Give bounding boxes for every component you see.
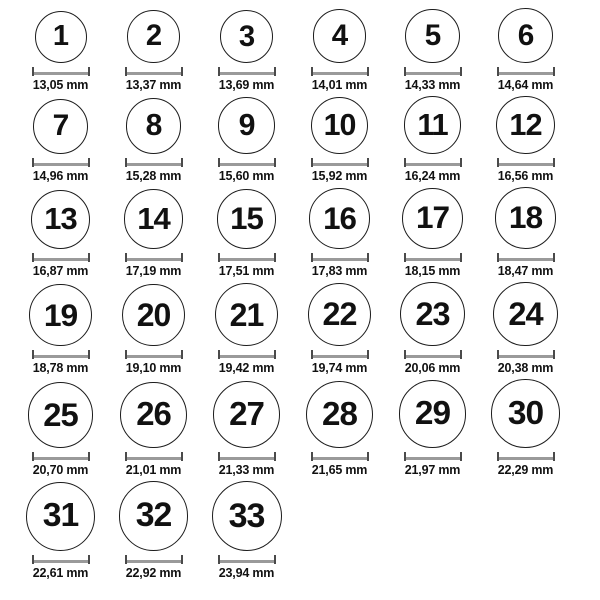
ruler-line xyxy=(127,560,181,563)
ring-size-item xyxy=(200,481,293,580)
diameter-ruler xyxy=(32,253,90,262)
diameter-ruler xyxy=(125,452,183,461)
ring-size-item xyxy=(107,481,200,580)
diameter-label: 14,96 mm xyxy=(32,168,89,183)
diameter-label: 23,94 mm xyxy=(218,565,275,580)
diameter-label: 19,74 mm xyxy=(311,361,368,376)
ring-circle xyxy=(213,381,280,448)
ruler-line xyxy=(127,457,181,460)
ring-size-number: 23 xyxy=(415,296,450,333)
diameter-label: 22,92 mm xyxy=(125,565,182,580)
ring-circle xyxy=(493,282,558,347)
ruler-right-tick-icon xyxy=(88,350,90,359)
chart-row xyxy=(14,481,600,580)
ring-circle xyxy=(217,189,277,249)
diameter-ruler xyxy=(404,67,462,76)
diameter-label: 16,87 mm xyxy=(32,263,89,278)
ruler-right-tick-icon xyxy=(88,555,90,564)
diameter-ruler xyxy=(311,452,369,461)
ruler-line xyxy=(220,163,274,166)
ring-size-number: 1 xyxy=(52,20,69,53)
diameter-ruler xyxy=(125,158,183,167)
ruler-line xyxy=(34,457,88,460)
ring-size-number: 32 xyxy=(135,496,172,535)
ruler-line xyxy=(127,72,181,75)
ring-size-number: 10 xyxy=(323,108,356,143)
ring-size-item xyxy=(293,379,386,476)
diameter-ruler xyxy=(125,555,183,564)
ruler-line xyxy=(127,258,181,261)
ruler-right-tick-icon xyxy=(88,452,90,461)
ruler-right-tick-icon xyxy=(274,67,276,76)
diameter-ruler xyxy=(497,158,555,167)
ring-size-item xyxy=(200,8,293,92)
ring-circle xyxy=(127,10,180,63)
ring-circle xyxy=(31,190,90,249)
ruler-line xyxy=(34,355,88,358)
ruler-right-tick-icon xyxy=(553,452,555,461)
diameter-ruler xyxy=(404,158,462,167)
ruler-right-tick-icon xyxy=(274,253,276,262)
ring-size-item xyxy=(293,8,386,92)
ring-size-number: 11 xyxy=(417,107,448,142)
ring-circle xyxy=(496,96,554,154)
ring-circle xyxy=(220,10,273,63)
ring-size-item xyxy=(14,379,107,476)
ruler-right-tick-icon xyxy=(88,253,90,262)
diameter-ruler xyxy=(125,67,183,76)
ruler-right-tick-icon xyxy=(181,350,183,359)
diameter-label: 17,83 mm xyxy=(311,263,368,278)
ruler-line xyxy=(220,457,274,460)
diameter-ruler xyxy=(497,67,555,76)
ruler-line xyxy=(406,258,460,261)
ruler-line xyxy=(406,457,460,460)
ruler-line xyxy=(34,258,88,261)
ring-size-item xyxy=(386,282,479,376)
chart-row xyxy=(14,187,600,278)
ring-size-number: 24 xyxy=(508,294,543,332)
ring-circle xyxy=(399,380,467,448)
ruler-line xyxy=(34,560,88,563)
ruler-line xyxy=(313,355,367,358)
diameter-label: 19,10 mm xyxy=(125,361,182,376)
ring-size-number: 4 xyxy=(331,19,348,53)
diameter-ruler xyxy=(32,555,90,564)
ruler-line xyxy=(220,560,274,563)
diameter-ruler xyxy=(311,67,369,76)
ruler-right-tick-icon xyxy=(181,555,183,564)
ring-circle xyxy=(402,188,463,249)
diameter-ruler xyxy=(218,350,276,359)
diameter-ruler xyxy=(218,158,276,167)
ring-size-item xyxy=(386,96,479,183)
diameter-ruler xyxy=(497,350,555,359)
diameter-label: 13,69 mm xyxy=(218,77,275,92)
diameter-ruler xyxy=(218,67,276,76)
ring-size-number: 13 xyxy=(44,200,77,236)
ruler-line xyxy=(220,72,274,75)
ring-size-item xyxy=(479,282,572,376)
ruler-right-tick-icon xyxy=(274,452,276,461)
ring-circle xyxy=(404,96,462,154)
ring-size-item xyxy=(200,379,293,476)
ring-size-number: 28 xyxy=(322,395,357,433)
ring-circle xyxy=(120,382,186,448)
ring-size-number: 15 xyxy=(230,201,263,237)
ruler-line xyxy=(499,355,553,358)
ruler-right-tick-icon xyxy=(460,350,462,359)
ruler-line xyxy=(499,163,553,166)
ruler-right-tick-icon xyxy=(460,158,462,167)
diameter-label: 18,78 mm xyxy=(32,361,89,376)
ruler-right-tick-icon xyxy=(553,67,555,76)
ring-size-item xyxy=(107,187,200,278)
ruler-right-tick-icon xyxy=(367,158,369,167)
diameter-label: 20,70 mm xyxy=(32,462,89,477)
ruler-line xyxy=(34,72,88,75)
ring-size-number: 33 xyxy=(228,496,265,535)
ruler-right-tick-icon xyxy=(88,158,90,167)
ruler-right-tick-icon xyxy=(367,452,369,461)
ring-size-number: 8 xyxy=(145,108,162,142)
ruler-right-tick-icon xyxy=(367,350,369,359)
ring-size-number: 2 xyxy=(145,19,162,52)
diameter-label: 21,65 mm xyxy=(311,462,368,477)
ruler-line xyxy=(406,355,460,358)
ring-size-number: 19 xyxy=(43,296,78,333)
ruler-line xyxy=(313,457,367,460)
ring-size-item xyxy=(386,8,479,92)
ring-size-number: 5 xyxy=(424,18,441,52)
ruler-right-tick-icon xyxy=(274,158,276,167)
diameter-ruler xyxy=(497,452,555,461)
ring-size-number: 17 xyxy=(415,199,450,236)
diameter-label: 20,06 mm xyxy=(404,361,461,376)
diameter-label: 17,51 mm xyxy=(218,263,275,278)
ring-circle xyxy=(400,282,464,346)
diameter-ruler xyxy=(32,67,90,76)
chart-row xyxy=(14,282,600,376)
chart-row xyxy=(14,96,600,183)
diameter-ruler xyxy=(311,158,369,167)
ruler-line xyxy=(220,355,274,358)
ruler-line xyxy=(406,163,460,166)
ring-circle xyxy=(26,482,95,551)
ruler-line xyxy=(313,258,367,261)
ring-circle xyxy=(308,283,372,347)
diameter-label: 13,37 mm xyxy=(125,77,182,92)
diameter-label: 20,38 mm xyxy=(497,361,554,376)
ring-size-item xyxy=(200,96,293,183)
ring-size-number: 3 xyxy=(238,19,255,53)
ring-size-item xyxy=(14,481,107,580)
diameter-ruler xyxy=(497,253,555,262)
ring-size-number: 18 xyxy=(508,198,543,235)
diameter-ruler xyxy=(404,350,462,359)
ring-size-item xyxy=(386,187,479,278)
ring-size-item xyxy=(107,96,200,183)
ruler-right-tick-icon xyxy=(181,452,183,461)
ring-circle xyxy=(126,98,182,154)
ruler-line xyxy=(313,163,367,166)
diameter-ruler xyxy=(218,452,276,461)
diameter-ruler xyxy=(32,452,90,461)
diameter-label: 22,61 mm xyxy=(32,565,89,580)
ruler-right-tick-icon xyxy=(274,350,276,359)
ring-size-number: 6 xyxy=(517,18,534,52)
ruler-right-tick-icon xyxy=(367,67,369,76)
ring-circle xyxy=(306,381,373,448)
ring-size-number: 16 xyxy=(323,200,356,236)
diameter-ruler xyxy=(32,350,90,359)
ring-circle xyxy=(215,283,278,346)
diameter-label: 15,92 mm xyxy=(311,168,368,183)
ring-size-number: 26 xyxy=(136,395,171,433)
ring-circle xyxy=(498,8,553,63)
ring-size-number: 29 xyxy=(414,395,451,433)
ruler-line xyxy=(127,355,181,358)
ring-size-number: 27 xyxy=(229,395,264,433)
ring-size-number: 12 xyxy=(509,106,542,142)
ring-size-item xyxy=(293,187,386,278)
ring-size-item xyxy=(479,187,572,278)
ruler-line xyxy=(220,258,274,261)
ruler-line xyxy=(406,72,460,75)
diameter-ruler xyxy=(218,253,276,262)
diameter-label: 14,64 mm xyxy=(497,77,554,92)
ruler-right-tick-icon xyxy=(460,67,462,76)
ring-circle xyxy=(119,481,188,550)
ring-size-number: 30 xyxy=(507,394,544,432)
ring-size-number: 22 xyxy=(322,296,357,333)
diameter-ruler xyxy=(125,253,183,262)
diameter-label: 18,47 mm xyxy=(497,263,554,278)
ruler-line xyxy=(34,163,88,166)
ruler-right-tick-icon xyxy=(181,158,183,167)
diameter-ruler xyxy=(404,452,462,461)
ring-circle xyxy=(311,97,368,154)
ring-size-item xyxy=(107,8,200,92)
ring-circle xyxy=(212,481,282,551)
ring-size-item xyxy=(200,187,293,278)
ruler-right-tick-icon xyxy=(460,452,462,461)
ring-size-item xyxy=(14,282,107,376)
diameter-label: 22,29 mm xyxy=(497,462,554,477)
ring-size-item xyxy=(479,8,572,92)
diameter-ruler xyxy=(218,555,276,564)
ring-size-item xyxy=(293,96,386,183)
chart-row xyxy=(14,379,600,476)
diameter-label: 13,05 mm xyxy=(32,77,89,92)
ring-size-item xyxy=(107,282,200,376)
ring-size-number: 25 xyxy=(43,395,78,433)
diameter-ruler xyxy=(311,253,369,262)
ring-circle xyxy=(313,9,367,63)
chart-row xyxy=(14,8,600,92)
ruler-right-tick-icon xyxy=(367,253,369,262)
diameter-label: 18,15 mm xyxy=(404,263,461,278)
ruler-right-tick-icon xyxy=(274,555,276,564)
ruler-right-tick-icon xyxy=(181,253,183,262)
diameter-label: 21,97 mm xyxy=(404,462,461,477)
diameter-label: 15,28 mm xyxy=(125,168,182,183)
ring-circle xyxy=(124,189,183,248)
ruler-right-tick-icon xyxy=(553,158,555,167)
ruler-right-tick-icon xyxy=(460,253,462,262)
ring-circle xyxy=(35,11,87,63)
ring-size-number: 9 xyxy=(238,108,255,142)
ring-size-number: 21 xyxy=(229,296,264,333)
ring-circle xyxy=(495,187,557,249)
ruler-line xyxy=(499,72,553,75)
ruler-line xyxy=(127,163,181,166)
ruler-line xyxy=(499,258,553,261)
ring-circle xyxy=(33,99,88,154)
ring-circle xyxy=(309,188,369,248)
ring-size-item xyxy=(200,282,293,376)
ring-size-item xyxy=(293,282,386,376)
ring-size-number: 31 xyxy=(42,496,79,535)
ring-size-item xyxy=(479,379,572,476)
diameter-label: 16,56 mm xyxy=(497,168,554,183)
ring-size-number: 20 xyxy=(136,297,171,334)
ring-circle xyxy=(29,284,91,346)
ring-circle xyxy=(405,9,459,63)
diameter-label: 16,24 mm xyxy=(404,168,461,183)
diameter-label: 14,33 mm xyxy=(404,77,461,92)
diameter-label: 17,19 mm xyxy=(125,263,182,278)
ring-circle xyxy=(491,379,559,447)
ring-size-item xyxy=(14,187,107,278)
diameter-label: 15,60 mm xyxy=(218,168,275,183)
diameter-label: 21,33 mm xyxy=(218,462,275,477)
ring-circle xyxy=(28,382,94,448)
diameter-ruler xyxy=(32,158,90,167)
ruler-right-tick-icon xyxy=(553,350,555,359)
diameter-label: 14,01 mm xyxy=(311,77,368,92)
ruler-line xyxy=(499,457,553,460)
ring-size-item xyxy=(479,96,572,183)
diameter-ruler xyxy=(404,253,462,262)
ring-size-number: 14 xyxy=(137,201,170,237)
diameter-ruler xyxy=(125,350,183,359)
ring-circle xyxy=(218,97,275,154)
ring-size-item xyxy=(107,379,200,476)
ruler-right-tick-icon xyxy=(553,253,555,262)
ring-size-item xyxy=(386,379,479,476)
diameter-label: 19,42 mm xyxy=(218,361,275,376)
ring-size-item xyxy=(14,8,107,92)
ruler-right-tick-icon xyxy=(88,67,90,76)
ruler-right-tick-icon xyxy=(181,67,183,76)
ruler-line xyxy=(313,72,367,75)
diameter-label: 21,01 mm xyxy=(125,462,182,477)
ring-circle xyxy=(122,284,185,347)
ring-size-item xyxy=(14,96,107,183)
diameter-ruler xyxy=(311,350,369,359)
ring-size-number: 7 xyxy=(52,109,69,143)
